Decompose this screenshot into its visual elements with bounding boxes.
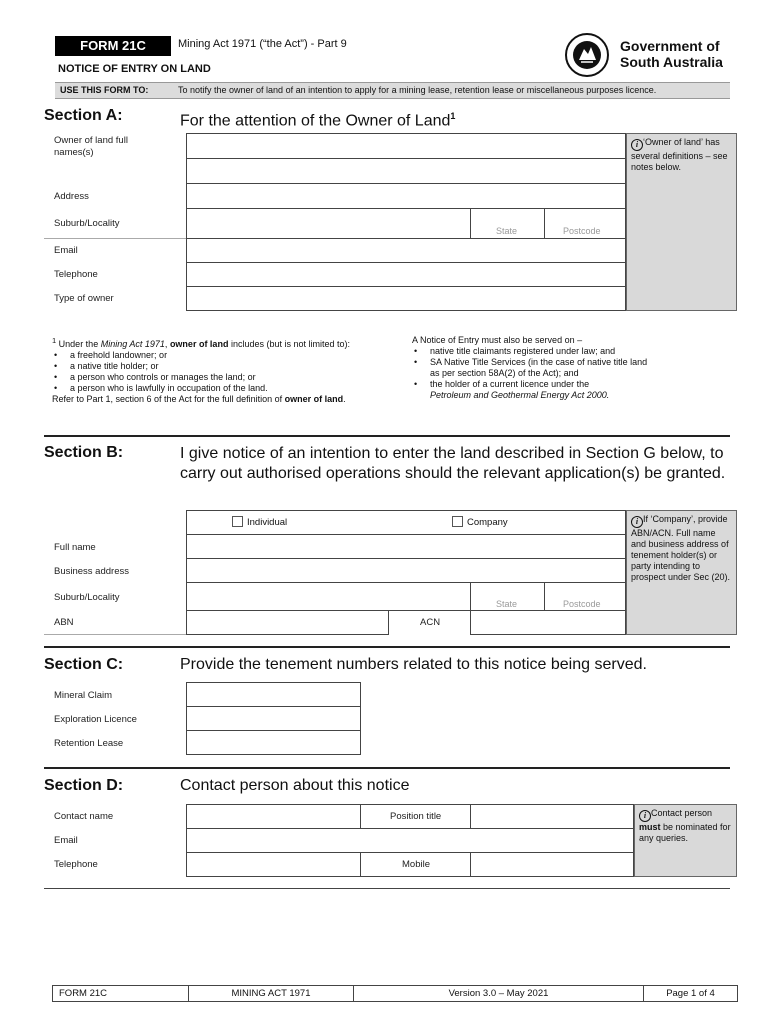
- mobile-field[interactable]: [470, 852, 634, 877]
- full-name-label: Full name: [54, 542, 96, 553]
- section-c-head: Section C:: [44, 656, 124, 673]
- acn-label: ACN: [420, 617, 441, 628]
- suburb-underline: [44, 238, 186, 239]
- section-c-title: Provide the tenement numbers related to this notice being served.: [180, 656, 647, 673]
- b-state-placeholder: State: [496, 599, 518, 609]
- abn-label: ABN: [54, 617, 74, 628]
- owner-label: Owner of land full names(s): [54, 135, 128, 158]
- section-a-note: i ‘Owner of land’ has several definitions – see notes below.: [626, 133, 737, 311]
- b-suburb-label: Suburb/Locality: [54, 592, 120, 603]
- gov-line-1: Government of: [620, 38, 720, 54]
- d-telephone-field[interactable]: [186, 852, 361, 877]
- section-d-rule: [44, 767, 730, 769]
- mobile-label: Mobile: [402, 859, 430, 870]
- section-a-head: Section A:: [44, 107, 123, 124]
- footer-act: MINING ACT 1971: [188, 985, 354, 1002]
- abn-underline: [44, 634, 186, 635]
- contact-name-label: Contact name: [54, 811, 114, 822]
- postcode-placeholder: Postcode: [563, 226, 601, 236]
- gov-logo: [562, 32, 738, 78]
- section-a-title: For the attention of the Owner of Land$^1$: [180, 111, 456, 130]
- use-text: To notify the owner of land of an intention to apply for a mining lease, retention lease or miscellaneous purposes licence.: [178, 85, 657, 95]
- served-item: • the holder of a current licence under the Petroleum and Geothermal Energy Act 2000.: [412, 379, 652, 401]
- owner-type-label: Type of owner: [54, 293, 114, 304]
- section-b-note: i If ‘Company’, provide ABN/ACN. Full name and business address of tenement holder(s) or party intending to prospect under Sec (20).: [626, 510, 737, 635]
- company-option[interactable]: Company: [452, 516, 508, 528]
- address-field[interactable]: [186, 183, 626, 209]
- exploration-licence-label: Exploration Licence: [54, 714, 137, 725]
- telephone-field[interactable]: [186, 262, 626, 287]
- position-title-label: Position title: [390, 811, 442, 822]
- address-label: Address: [54, 191, 89, 202]
- state-placeholder: State: [496, 226, 518, 236]
- section-d-bottom-rule: [44, 888, 730, 889]
- suburb-label: Suburb/Locality: [54, 218, 120, 229]
- footnote-item: • a freehold landowner; or: [52, 350, 352, 361]
- b-suburb-field[interactable]: [186, 582, 471, 611]
- section-d-title: Contact person about this notice: [180, 777, 410, 794]
- full-name-field[interactable]: [186, 534, 626, 559]
- email-label: Email: [54, 245, 78, 256]
- mineral-claim-label: Mineral Claim: [54, 690, 113, 701]
- contact-name-field[interactable]: [186, 804, 361, 829]
- footer-version: Version 3.0 – May 2021: [353, 985, 644, 1002]
- business-address-field[interactable]: [186, 558, 626, 583]
- exploration-licence-field[interactable]: [186, 706, 361, 731]
- footer-page: Page 1 of 4: [643, 985, 738, 1002]
- served-item: • native title claimants registered under law; and: [412, 346, 652, 357]
- email-field[interactable]: [186, 238, 626, 263]
- footer-form: FORM 21C: [52, 985, 189, 1002]
- section-b-head: Section B:: [44, 444, 124, 461]
- section-d-note: i Contact person must be nominated for any queries.: [634, 804, 737, 877]
- served-item: • SA Native Title Services (in the case of native title land as per section 58A(2) of the Act); and: [412, 357, 652, 379]
- info-icon: i: [631, 516, 643, 528]
- owner-name-field-2[interactable]: [186, 158, 626, 184]
- d-email-field[interactable]: [186, 828, 634, 853]
- d-email-label: Email: [54, 835, 78, 846]
- position-title-field[interactable]: [470, 804, 634, 829]
- individual-checkbox[interactable]: [232, 516, 243, 527]
- business-address-label: Business address: [54, 566, 129, 577]
- form-badge: FORM 21C: [55, 36, 171, 56]
- acn-field[interactable]: [470, 610, 626, 635]
- gov-line-2: South Australia: [620, 54, 723, 70]
- individual-option[interactable]: Individual: [232, 516, 287, 528]
- mineral-claim-field[interactable]: [186, 682, 361, 707]
- owner-type-field[interactable]: [186, 286, 626, 311]
- served-note: A Notice of Entry must also be served on – • native title claimants registered under law; and • SA Native Title Services (in the case of native title land as per section 58A(2) of the Act); and • the holder of a current licence under the Petroleum and Geothermal Energy Act 2000.: [412, 335, 652, 401]
- company-checkbox[interactable]: [452, 516, 463, 527]
- retention-lease-label: Retention Lease: [54, 738, 124, 749]
- abn-field[interactable]: [186, 610, 389, 635]
- info-icon: i: [639, 810, 651, 822]
- section-c-rule: [44, 646, 730, 648]
- footnote-item: • a person who is lawfully in occupation of the land.: [52, 383, 352, 394]
- section-d-head: Section D:: [44, 777, 124, 794]
- footnote-item: • a native title holder; or: [52, 361, 352, 372]
- telephone-label: Telephone: [54, 269, 98, 280]
- retention-lease-field[interactable]: [186, 730, 361, 755]
- sa-crest-icon: [562, 32, 612, 78]
- use-label: USE THIS FORM TO:: [60, 85, 149, 95]
- notice-title: NOTICE OF ENTRY ON LAND: [58, 63, 211, 75]
- section-b-title: I give notice of an intention to enter the land described in Section G below, to carry out authorised operations should the relevant application(s) be granted.: [180, 445, 726, 482]
- use-bar: [55, 82, 730, 99]
- owner-name-field-1[interactable]: [186, 133, 626, 159]
- footnote-item: • a person who controls or manages the land; or: [52, 372, 352, 383]
- owner-footnote: $^1$ Under the Mining Act 1971, owner of land includes (but is not limited to): • a freehold landowner; or • a native title holder; or • a person who controls or manages the land; or • a person who is lawfully in occupation of the land. Refer to Part 1, section 6 of the Act for the full definition of owner of land.: [52, 335, 352, 405]
- section-b-rule: [44, 435, 730, 437]
- act-line: Mining Act 1971 (“the Act”) - Part 9: [178, 38, 347, 50]
- d-telephone-label: Telephone: [54, 859, 98, 870]
- info-icon: i: [631, 139, 643, 151]
- suburb-field[interactable]: [186, 208, 471, 239]
- b-postcode-placeholder: Postcode: [563, 599, 601, 609]
